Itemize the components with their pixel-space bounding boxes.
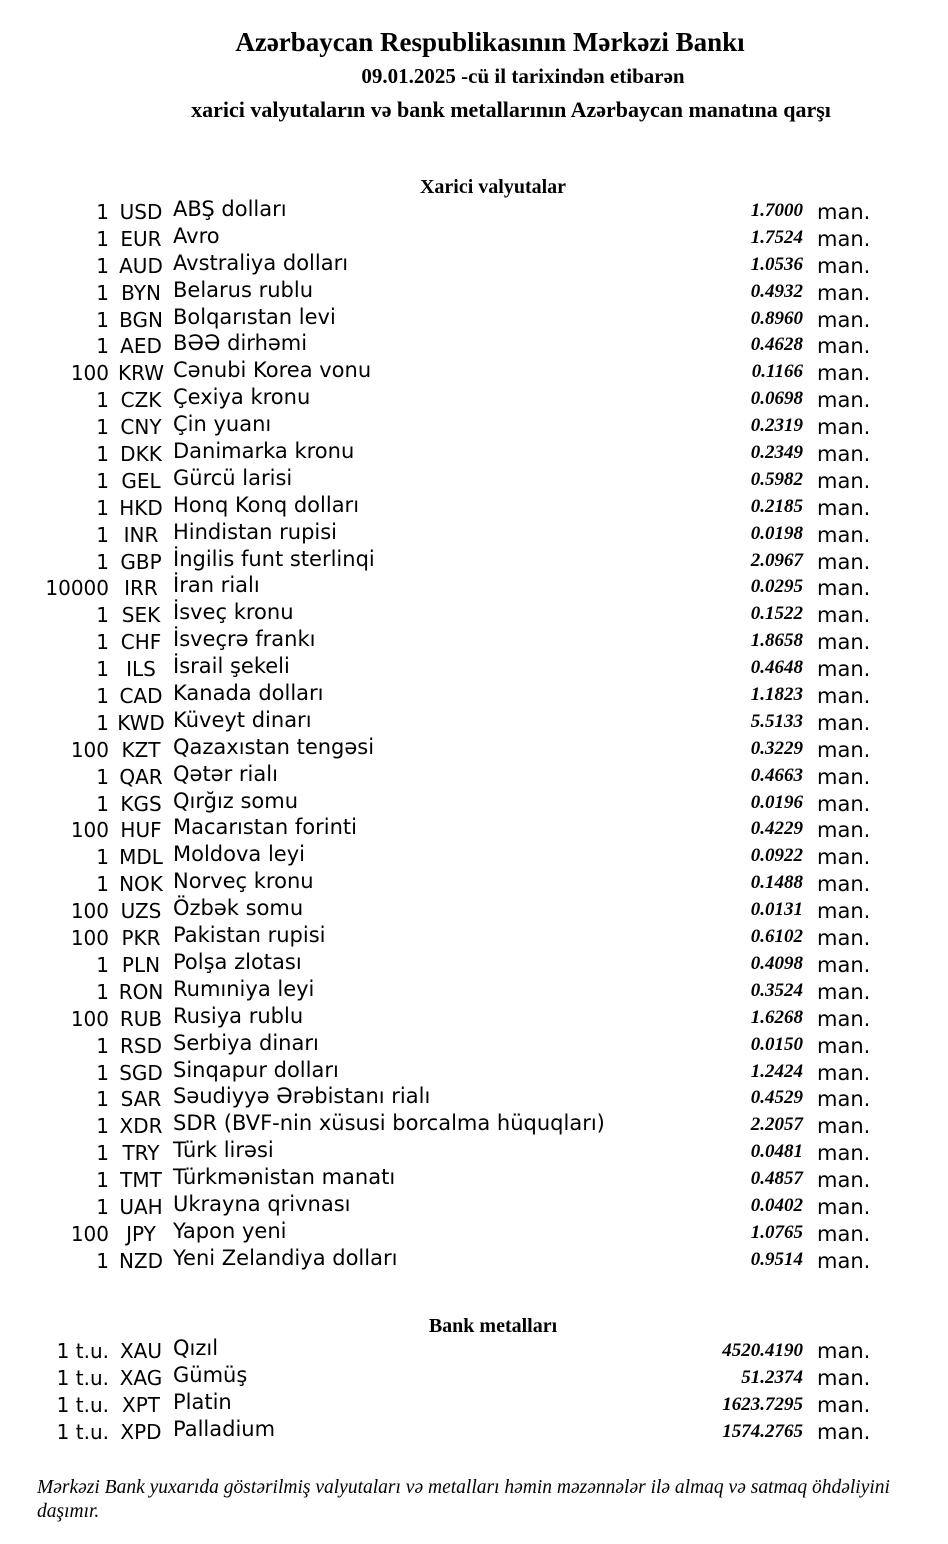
- currency-name-cell: Küveyt dinarı: [173, 707, 312, 732]
- unit-cell: man.: [817, 926, 871, 951]
- currency-code-cell: XPD: [120, 1419, 162, 1444]
- rate-value-cell: 0.1166: [751, 361, 803, 383]
- quantity-cell: 1: [96, 280, 109, 305]
- currency-code-cell: BYN: [121, 280, 161, 305]
- unit-cell: man.: [817, 1194, 871, 1219]
- currency-code-cell: XAU: [119, 1338, 163, 1363]
- rate-value-cell: 0.0698: [750, 388, 803, 410]
- rate-row: [0, 1245, 948, 1275]
- quantity-cell: 100: [70, 926, 109, 951]
- quantity-cell: 1: [96, 200, 109, 224]
- metals-table: [0, 1335, 948, 1446]
- rate-value-cell: 0.0196: [750, 791, 803, 813]
- unit-cell: man.: [817, 710, 871, 735]
- currency-code-cell: PLN: [121, 952, 161, 977]
- rate-row: [0, 575, 948, 602]
- rate-row: [0, 925, 948, 952]
- unit-cell: man.: [817, 442, 871, 467]
- quantity-cell: 1: [96, 1194, 109, 1219]
- quantity-cell: 100: [70, 1221, 109, 1246]
- quantity-cell: 10000: [45, 576, 109, 601]
- currency-code-cell: RUB: [119, 1006, 163, 1031]
- rate-row: [0, 602, 948, 629]
- rate-row: [0, 1335, 948, 1365]
- currency-name-cell: Cənubi Korea vonu: [173, 358, 372, 383]
- currency-name-cell: Çexiya kronu: [173, 385, 311, 410]
- rate-value-cell: 0.8960: [750, 307, 803, 329]
- unit-cell: man.: [817, 1141, 871, 1166]
- currency-name-cell: Gürcü larisi: [173, 465, 293, 490]
- unit-cell: man.: [817, 1114, 871, 1139]
- currency-code-cell: KWD: [117, 710, 165, 735]
- currency-code-cell: CHF: [120, 630, 162, 655]
- quantity-cell: 100: [70, 1006, 109, 1031]
- currency-name-cell: İngilis funt sterlinqi: [173, 546, 375, 571]
- currency-name-cell: Rumıniya leyi: [173, 976, 315, 1001]
- currency-name-cell: Danimarka kronu: [173, 439, 355, 464]
- quantity-cell: 1: [96, 710, 109, 735]
- rate-value-cell: 0.6102: [750, 926, 803, 948]
- rate-value-cell: 0.0402: [750, 1194, 803, 1216]
- rate-value-cell: 0.0481: [750, 1141, 803, 1163]
- unit-cell: man.: [817, 1060, 871, 1085]
- currency-code-cell: SAR: [120, 1087, 162, 1112]
- rate-value-cell: 0.1488: [750, 872, 803, 894]
- rate-value-cell: 0.0150: [750, 1033, 803, 1055]
- rate-row: [0, 734, 948, 764]
- rate-value-cell: 0.2185: [750, 495, 803, 517]
- unit-cell: man.: [817, 818, 871, 843]
- rate-row: [0, 519, 948, 549]
- effective-date-line: 09.01.2025 -cü il tarixindən etibarən: [361, 64, 685, 88]
- currency-code-cell: MDL: [119, 845, 163, 870]
- unit-cell: man.: [817, 280, 871, 305]
- unit-cell: man.: [817, 1168, 871, 1193]
- unit-cell: man.: [817, 791, 871, 816]
- rate-row: [0, 465, 948, 495]
- currency-name-cell: Belarus rublu: [173, 277, 314, 302]
- rate-value-cell: 2.0967: [750, 549, 803, 571]
- rate-row: [0, 976, 948, 1006]
- currency-code-cell: RON: [118, 979, 164, 1004]
- currency-name-cell: İsrail şekeli: [173, 654, 290, 679]
- rate-row: [0, 817, 948, 844]
- currency-code-cell: SGD: [119, 1060, 163, 1085]
- quantity-cell: 1: [96, 872, 109, 897]
- unit-cell: man.: [817, 657, 871, 682]
- rate-value-cell: 1.0536: [750, 253, 803, 275]
- quantity-cell: 1: [96, 334, 109, 359]
- currency-code-cell: INR: [123, 522, 159, 547]
- rate-value-cell: 0.3524: [750, 979, 803, 1001]
- rate-value-cell: 1.0765: [750, 1221, 803, 1243]
- rate-row: [0, 707, 948, 737]
- currency-code-cell: NZD: [118, 1248, 164, 1273]
- quantity-cell: 1 t.u.: [56, 1419, 109, 1444]
- disclaimer-note: Mərkəzi Bank yuxarıda göstərilmiş valyutaları və metalları həmin məzənnələr ilə almaq və satmaq öhdəliyini daşımır.: [37, 1476, 890, 1522]
- rate-row: [0, 1218, 948, 1248]
- quantity-cell: 1: [96, 684, 109, 709]
- currency-code-cell: SEK: [121, 603, 161, 628]
- currency-code-cell: HKD: [119, 495, 163, 520]
- rate-value-cell: 0.1522: [750, 603, 803, 625]
- quantity-cell: 1: [96, 1087, 109, 1112]
- quantity-cell: 1: [96, 845, 109, 870]
- unit-cell: man.: [817, 737, 871, 762]
- quantity-cell: 1: [96, 1248, 109, 1273]
- unit-cell: man.: [817, 334, 871, 359]
- quantity-cell: 1: [96, 952, 109, 977]
- quantity-cell: 1 t.u.: [56, 1392, 109, 1417]
- currency-code-cell: GEL: [121, 468, 161, 493]
- rate-value-cell: 0.4663: [750, 764, 803, 786]
- unit-cell: man.: [817, 899, 871, 924]
- unit-cell: man.: [817, 603, 871, 628]
- rate-row: [0, 223, 948, 253]
- currency-name-cell: Macarıstan forinti: [173, 815, 357, 840]
- unit-cell: man.: [817, 388, 871, 413]
- rate-row: [0, 1191, 948, 1221]
- subtitle: xarici valyutaların və bank metallarının Azərbaycan manatına qarşı: [191, 97, 831, 122]
- currency-code-cell: DKK: [120, 442, 162, 467]
- currency-code-cell: XDR: [119, 1114, 163, 1139]
- currency-code-cell: PKR: [121, 926, 161, 951]
- currency-name-cell: ABŞ dolları: [173, 197, 287, 221]
- currency-name-cell: İsveç kronu: [173, 600, 294, 625]
- rate-row: [0, 441, 948, 468]
- rate-value-cell: 0.4932: [750, 280, 803, 302]
- rate-row: [0, 629, 948, 656]
- rate-row: [0, 492, 948, 522]
- rate-value-cell: 1.7000: [750, 200, 803, 221]
- currency-code-cell: UZS: [120, 899, 162, 924]
- currency-name-cell: Kanada dolları: [173, 681, 324, 706]
- currency-name-cell: Serbiya dinarı: [173, 1030, 319, 1055]
- rate-value-cell: 0.0131: [750, 899, 803, 921]
- currency-code-cell: EUR: [120, 226, 162, 251]
- unit-cell: man.: [817, 1087, 871, 1112]
- quantity-cell: 1: [96, 1141, 109, 1166]
- unit-cell: man.: [817, 200, 871, 224]
- rate-row: [0, 1362, 948, 1392]
- unit-cell: man.: [817, 979, 871, 1004]
- unit-cell: man.: [817, 1338, 871, 1363]
- rate-value-cell: 0.2349: [750, 442, 803, 464]
- quantity-cell: 1: [96, 442, 109, 467]
- unit-cell: man.: [817, 1365, 871, 1390]
- currency-name-cell: Özbək somu: [173, 896, 304, 921]
- currency-code-cell: GBP: [120, 549, 162, 574]
- currency-name-cell: Sinqapur dolları: [173, 1057, 339, 1082]
- currency-name-cell: Qazaxıstan tengəsi: [173, 734, 375, 759]
- rate-value-cell: 1574.2765: [722, 1420, 803, 1442]
- rate-value-cell: 51.2374: [741, 1366, 803, 1388]
- currency-name-cell: Honq Konq dolları: [173, 492, 360, 517]
- rate-row: [0, 333, 948, 360]
- rate-row: [0, 1003, 948, 1033]
- currency-name-cell: Bolqarıstan levi: [173, 304, 336, 329]
- currency-name-cell: Hindistan rupisi: [173, 519, 338, 544]
- quantity-cell: 1: [96, 549, 109, 574]
- quantity-cell: 1: [96, 791, 109, 816]
- rate-row: [0, 949, 948, 979]
- rate-row: [0, 414, 948, 441]
- currency-name-cell: Norveç kronu: [173, 869, 314, 894]
- rate-value-cell: 0.4529: [750, 1087, 803, 1109]
- rate-value-cell: 1.2424: [750, 1060, 803, 1082]
- currency-name-cell: Pakistan rupisi: [173, 923, 326, 948]
- unit-cell: man.: [817, 952, 871, 977]
- quantity-cell: 1: [96, 1060, 109, 1085]
- currency-code-cell: BGN: [119, 307, 163, 332]
- unit-cell: man.: [817, 361, 871, 386]
- currency-name-cell: Gümüş: [173, 1362, 248, 1387]
- rate-row: [0, 1416, 948, 1446]
- rate-value-cell: 1.1823: [750, 684, 803, 706]
- currency-name-cell: Palladium: [173, 1416, 276, 1441]
- currency-code-cell: CNY: [120, 415, 162, 440]
- quantity-cell: 1 t.u.: [56, 1338, 109, 1363]
- rate-row: [0, 250, 948, 280]
- currency-code-cell: IRR: [124, 576, 158, 601]
- quantity-cell: 1: [96, 979, 109, 1004]
- currency-name-cell: BƏƏ dirhəmi: [173, 331, 308, 356]
- currency-code-cell: KRW: [118, 361, 164, 386]
- rate-row: [0, 844, 948, 871]
- quantity-cell: 1: [96, 522, 109, 547]
- rate-value-cell: 0.3229: [750, 737, 803, 759]
- unit-cell: man.: [817, 1221, 871, 1246]
- currency-name-cell: Çin yuanı: [173, 412, 272, 437]
- rate-row: [0, 199, 948, 226]
- rate-row: [0, 1167, 948, 1194]
- quantity-cell: 100: [70, 818, 109, 843]
- currency-code-cell: CZK: [120, 388, 162, 413]
- quantity-cell: 100: [70, 361, 109, 386]
- currency-code-cell: TRY: [122, 1141, 160, 1166]
- unit-cell: man.: [817, 253, 871, 278]
- rate-row: [0, 360, 948, 387]
- currency-code-cell: XAG: [119, 1365, 163, 1390]
- rate-row: [0, 1140, 948, 1167]
- currency-name-cell: Avstraliya dolları: [173, 250, 349, 275]
- currency-name-cell: Yapon yeni: [173, 1218, 287, 1243]
- quantity-cell: 1: [96, 468, 109, 493]
- unit-cell: man.: [817, 630, 871, 655]
- quantity-cell: 100: [70, 737, 109, 762]
- currency-code-cell: JPY: [126, 1221, 156, 1246]
- unit-cell: man.: [817, 226, 871, 251]
- currency-code-cell: QAR: [119, 764, 163, 789]
- quantity-cell: 1: [96, 388, 109, 413]
- rate-value-cell: 5.5133: [750, 710, 803, 732]
- currency-name-cell: Səudiyyə Ərəbistanı rialı: [173, 1084, 431, 1109]
- currency-name-cell: Türkmənistan manatı: [173, 1165, 396, 1190]
- rate-row: [0, 1389, 948, 1419]
- quantity-cell: 1: [96, 307, 109, 332]
- currency-code-cell: AED: [120, 334, 162, 359]
- rate-row: [0, 277, 948, 307]
- currency-name-cell: İran rialı: [173, 573, 260, 598]
- quantity-cell: 1: [96, 1168, 109, 1193]
- rate-row: [0, 761, 948, 791]
- currency-code-cell: XPT: [122, 1392, 160, 1417]
- unit-cell: man.: [817, 1248, 871, 1273]
- currency-name-cell: Moldova leyi: [173, 842, 305, 867]
- unit-cell: man.: [817, 307, 871, 332]
- currency-name-cell: Platin: [173, 1389, 232, 1414]
- rate-value-cell: 0.4857: [750, 1168, 803, 1190]
- unit-cell: man.: [817, 549, 871, 574]
- rate-value-cell: 0.4229: [750, 818, 803, 840]
- currency-name-cell: Türk lirəsi: [173, 1138, 274, 1163]
- quantity-cell: 1: [96, 495, 109, 520]
- rate-row: [0, 788, 948, 818]
- rate-value-cell: 0.0295: [750, 576, 803, 598]
- currency-code-cell: ILS: [126, 657, 156, 682]
- currency-name-cell: Qırğız somu: [173, 788, 299, 813]
- currency-name-cell: Ukrayna qrivnası: [173, 1191, 351, 1216]
- rate-value-cell: 4520.4190: [722, 1339, 803, 1361]
- unit-cell: man.: [817, 845, 871, 870]
- currency-code-cell: RSD: [120, 1033, 162, 1058]
- currency-name-cell: Rusiya rublu: [173, 1003, 304, 1028]
- currency-code-cell: KGS: [120, 791, 162, 816]
- currency-name-cell: Qətər rialı: [173, 761, 278, 786]
- rate-value-cell: 0.9514: [750, 1248, 803, 1270]
- rate-row: [0, 871, 948, 898]
- rate-value-cell: 0.5982: [750, 468, 803, 490]
- quantity-cell: 1: [96, 415, 109, 440]
- currencies-table: [0, 199, 948, 1275]
- currency-name-cell: SDR (BVF-nin xüsusi borcalma hüquqları): [173, 1111, 605, 1136]
- currency-code-cell: CAD: [119, 684, 163, 709]
- unit-cell: man.: [817, 576, 871, 601]
- rate-row: [0, 304, 948, 334]
- currency-code-cell: KZT: [121, 737, 161, 762]
- bank-title: Azərbaycan Respublikasının Mərkəzi Bankı: [235, 27, 745, 57]
- currency-code-cell: UAH: [119, 1194, 163, 1219]
- currency-name-cell: Yeni Zelandiya dolları: [173, 1245, 398, 1270]
- rate-value-cell: 0.0198: [750, 522, 803, 544]
- unit-cell: man.: [817, 1392, 871, 1417]
- quantity-cell: 1 t.u.: [56, 1365, 109, 1390]
- rate-row: [0, 1113, 948, 1140]
- rate-row: [0, 656, 948, 683]
- quantity-cell: 1: [96, 603, 109, 628]
- currency-code-cell: AUD: [119, 253, 163, 278]
- currency-name-cell: Qızıl: [173, 1335, 219, 1360]
- rate-value-cell: 2.2057: [750, 1114, 803, 1136]
- rate-row: [0, 546, 948, 576]
- rate-row: [0, 898, 948, 925]
- rate-row: [0, 1057, 948, 1087]
- rate-row: [0, 1086, 948, 1113]
- quantity-cell: 1: [96, 630, 109, 655]
- rate-value-cell: 0.4098: [750, 952, 803, 974]
- unit-cell: man.: [817, 684, 871, 709]
- currency-code-cell: NOK: [119, 872, 163, 897]
- currency-code-cell: HUF: [120, 818, 162, 843]
- rate-row: [0, 683, 948, 710]
- rate-value-cell: 0.0922: [750, 845, 803, 867]
- quantity-cell: 1: [96, 1033, 109, 1058]
- currency-code-cell: TMT: [120, 1168, 162, 1193]
- currencies-section-title: Xarici valyutalar: [419, 176, 567, 198]
- currency-name-cell: Polşa zlotası: [173, 949, 302, 974]
- rate-value-cell: 1.6268: [750, 1006, 803, 1028]
- rate-row: [0, 387, 948, 414]
- rate-row: [0, 1030, 948, 1060]
- unit-cell: man.: [817, 495, 871, 520]
- metals-section-title: Bank metalları: [428, 1314, 558, 1337]
- unit-cell: man.: [817, 1006, 871, 1031]
- unit-cell: man.: [817, 522, 871, 547]
- currency-name-cell: İsveçrə frankı: [173, 627, 316, 652]
- quantity-cell: 1: [96, 657, 109, 682]
- rate-value-cell: 0.4628: [750, 334, 803, 356]
- quantity-cell: 1: [96, 253, 109, 278]
- currency-code-cell: USD: [119, 200, 163, 224]
- rate-value-cell: 1.7524: [750, 226, 803, 248]
- unit-cell: man.: [817, 468, 871, 493]
- quantity-cell: 1: [96, 764, 109, 789]
- unit-cell: man.: [817, 872, 871, 897]
- unit-cell: man.: [817, 415, 871, 440]
- quantity-cell: 1: [96, 226, 109, 251]
- currency-name-cell: Avro: [173, 223, 220, 248]
- rate-value-cell: 0.4648: [750, 657, 803, 679]
- quantity-cell: 1: [96, 1114, 109, 1139]
- unit-cell: man.: [817, 764, 871, 789]
- rate-value-cell: 0.2319: [750, 415, 803, 437]
- quantity-cell: 100: [70, 899, 109, 924]
- rate-value-cell: 1623.7295: [722, 1393, 803, 1415]
- unit-cell: man.: [817, 1033, 871, 1058]
- rate-value-cell: 1.8658: [750, 630, 803, 652]
- unit-cell: man.: [817, 1419, 871, 1444]
